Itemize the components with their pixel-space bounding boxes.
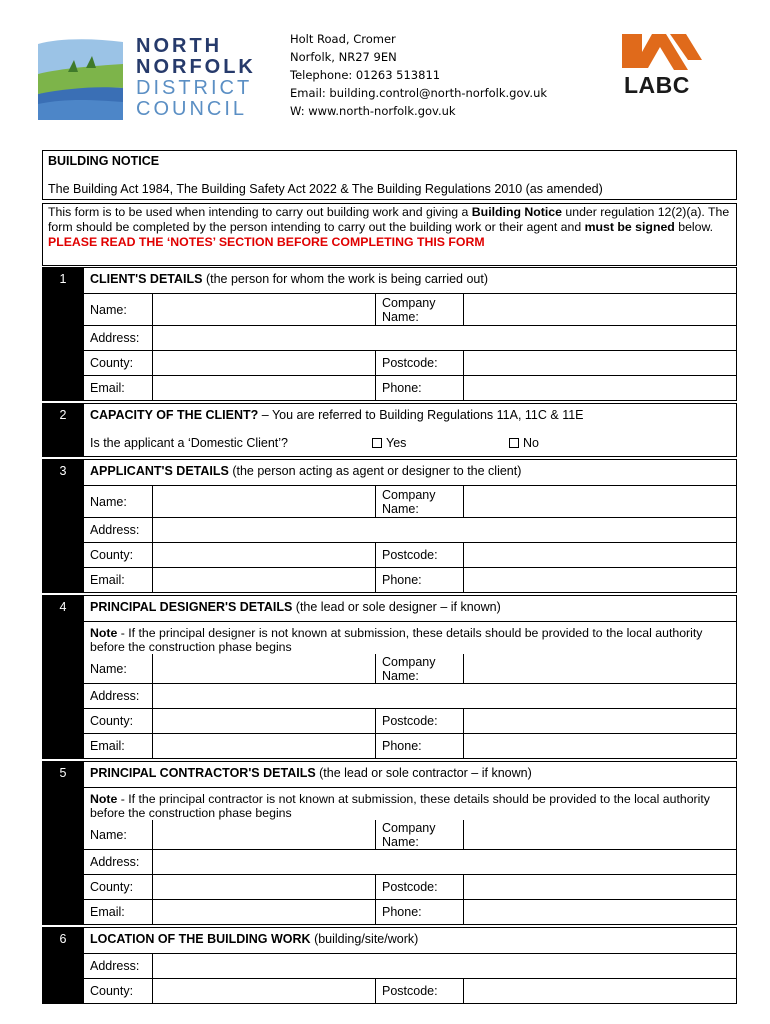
- labc-logo: [618, 30, 718, 100]
- designer-company-field[interactable]: [463, 654, 736, 683]
- postcode-label: Postcode:: [375, 979, 463, 1003]
- section-title: PRINCIPAL CONTRACTOR'S DETAILS: [90, 766, 316, 780]
- section-number: 5: [43, 762, 83, 924]
- no-label: No: [523, 436, 539, 450]
- intro-text-3: below.: [674, 220, 714, 234]
- section-subtitle: (building/site/work): [310, 932, 419, 946]
- section-building-location: [42, 927, 737, 1004]
- section-principal-contractor: [42, 761, 737, 925]
- applicant-phone-field[interactable]: [463, 568, 736, 592]
- email-label: Email:: [90, 905, 125, 919]
- question-text: Is the applicant a ‘Domestic Client’?: [90, 436, 289, 450]
- client-company-field[interactable]: [463, 294, 736, 325]
- county-row: [84, 709, 736, 734]
- contractor-email-field[interactable]: [152, 900, 375, 924]
- section-title: CLIENT'S DETAILS: [90, 272, 203, 286]
- location-postcode-field[interactable]: [463, 979, 736, 1003]
- applicant-name-field[interactable]: [152, 486, 375, 517]
- checkbox-icon[interactable]: [372, 438, 382, 448]
- website[interactable]: W: www.north-norfolk.gov.uk: [290, 104, 456, 118]
- address-label: Address:: [90, 689, 140, 703]
- client-name-field[interactable]: [152, 294, 375, 325]
- form-title-box: [42, 150, 737, 200]
- postcode-label: Postcode:: [375, 875, 463, 899]
- email-address[interactable]: Email: building.control@north-norfolk.gov.uk: [290, 86, 548, 100]
- note-text: - If the principal contractor is not known at submission, these details should be provided to the local authority before the construction phase begins: [90, 792, 710, 820]
- phone-label: Phone:: [375, 376, 463, 400]
- section-applicant-details: [42, 459, 737, 593]
- designer-note: [84, 622, 736, 654]
- address-label: Address:: [90, 523, 140, 537]
- yes-label: Yes: [386, 436, 407, 450]
- section-subtitle: (the person acting as agent or designer to the client): [228, 464, 522, 478]
- address-label: Address:: [90, 331, 140, 345]
- form-intro: [42, 203, 737, 266]
- location-county-field[interactable]: [152, 979, 375, 1003]
- address-row: [84, 518, 736, 543]
- email-row: [84, 734, 736, 758]
- building-notice-form: [42, 150, 737, 1004]
- company-label: Company Name:: [375, 654, 463, 683]
- contractor-name-field[interactable]: [152, 820, 375, 849]
- section-heading: [84, 404, 736, 430]
- applicant-email-field[interactable]: [152, 568, 375, 592]
- note-label: Note: [90, 626, 118, 640]
- client-email-field[interactable]: [152, 376, 375, 400]
- section-heading: [84, 268, 736, 294]
- intro-text-1: This form is to be used when intending to carry out building work and giving a: [48, 205, 472, 219]
- address-label: Address:: [90, 959, 140, 973]
- client-county-field[interactable]: [152, 351, 375, 375]
- form-acts: The Building Act 1984, The Building Safety Act 2022 & The Building Regulations 2010 (as amended): [48, 182, 603, 196]
- intro-bold-2: must be signed: [584, 220, 675, 234]
- intro-text-2: under regulation 12(2)(a). The form should be completed by the person intending to carry out the building work or their agent and: [48, 205, 730, 234]
- council-name-line2: NORFOLK: [136, 56, 256, 78]
- note-text: - If the principal designer is not known at submission, these details should be provided to the local authority before the construction phase begins: [90, 626, 703, 654]
- section-subtitle: (the lead or sole contractor – if known): [315, 766, 532, 780]
- county-label: County:: [90, 880, 134, 894]
- email-label: Email:: [90, 739, 125, 753]
- council-name-line4: COUNCIL: [136, 98, 248, 120]
- section-number: 6: [43, 928, 83, 1003]
- name-label: Name:: [90, 494, 127, 509]
- client-postcode-field[interactable]: [463, 351, 736, 375]
- designer-address-field[interactable]: [152, 684, 736, 708]
- name-row: [84, 654, 736, 684]
- address-row: [84, 954, 736, 979]
- note-label: Note: [90, 792, 118, 806]
- council-emblem-icon: [38, 38, 123, 120]
- section-number: 4: [43, 596, 83, 758]
- phone-label: Phone:: [375, 900, 463, 924]
- contractor-company-field[interactable]: [463, 820, 736, 849]
- section-heading: [84, 928, 736, 954]
- name-row: [84, 486, 736, 518]
- county-label: County:: [90, 984, 134, 998]
- council-name-line1: NORTH: [136, 35, 223, 57]
- section-heading: [84, 460, 736, 486]
- page-header: [0, 0, 770, 150]
- company-label: Company Name:: [375, 820, 463, 849]
- section-subtitle: (the lead or sole designer – if known): [292, 600, 501, 614]
- section-title: PRINCIPAL DESIGNER'S DETAILS: [90, 600, 293, 614]
- name-row: [84, 820, 736, 850]
- county-label: County:: [90, 356, 134, 370]
- email-row: [84, 568, 736, 592]
- section-title: CAPACITY OF THE CLIENT?: [90, 408, 259, 422]
- county-row: [84, 979, 736, 1003]
- council-name-line3: DISTRICT: [136, 77, 253, 99]
- form-title: BUILDING NOTICE: [48, 154, 160, 168]
- email-label: Email:: [90, 381, 125, 395]
- email-label: Email:: [90, 573, 125, 587]
- name-label: Name:: [90, 661, 127, 676]
- council-logo: [38, 30, 268, 125]
- name-label: Name:: [90, 827, 127, 842]
- designer-name-field[interactable]: [152, 654, 375, 683]
- designer-phone-field[interactable]: [463, 734, 736, 758]
- section-heading: [84, 762, 736, 788]
- labc-wordmark: LABC: [624, 72, 690, 98]
- section-subtitle: – You are referred to Building Regulations 11A, 11C & 11E: [258, 408, 584, 422]
- email-row: [84, 900, 736, 924]
- postcode-label: Postcode:: [375, 709, 463, 733]
- designer-county-field[interactable]: [152, 709, 375, 733]
- section-title: LOCATION OF THE BUILDING WORK: [90, 932, 311, 946]
- yes-option[interactable]: [372, 436, 509, 450]
- postcode-label: Postcode:: [375, 543, 463, 567]
- name-row: [84, 294, 736, 326]
- contractor-postcode-field[interactable]: [463, 875, 736, 899]
- section-number: 3: [43, 460, 83, 592]
- applicant-address-field[interactable]: [152, 518, 736, 542]
- contractor-phone-field[interactable]: [463, 900, 736, 924]
- phone-label: Phone:: [375, 568, 463, 592]
- notes-warning: PLEASE READ THE ‘NOTES’ SECTION BEFORE COMPLETING THIS FORM: [48, 235, 485, 249]
- company-label: Company Name:: [375, 294, 463, 325]
- client-phone-field[interactable]: [463, 376, 736, 400]
- location-address-field[interactable]: [152, 954, 736, 978]
- contact-details: [290, 30, 547, 120]
- county-row: [84, 543, 736, 568]
- address-line1: Holt Road, Cromer: [290, 32, 396, 46]
- contractor-note: [84, 788, 736, 820]
- designer-postcode-field[interactable]: [463, 709, 736, 733]
- address-label: Address:: [90, 855, 140, 869]
- address-row: [84, 850, 736, 875]
- section-client-details: [42, 267, 737, 401]
- applicant-company-field[interactable]: [463, 486, 736, 517]
- email-row: [84, 376, 736, 400]
- phone-label: Phone:: [375, 734, 463, 758]
- telephone: Telephone: 01263 513811: [290, 68, 441, 82]
- company-label: Company Name:: [375, 486, 463, 517]
- postcode-label: Postcode:: [375, 351, 463, 375]
- address-row: [84, 326, 736, 351]
- section-heading: [84, 596, 736, 622]
- contractor-county-field[interactable]: [152, 875, 375, 899]
- address-row: [84, 684, 736, 709]
- checkbox-icon[interactable]: [509, 438, 519, 448]
- client-address-field[interactable]: [152, 326, 736, 350]
- labc-emblem-icon: [618, 30, 718, 72]
- county-row: [84, 351, 736, 376]
- section-subtitle: (the person for whom the work is being carried out): [202, 272, 489, 286]
- contractor-address-field[interactable]: [152, 850, 736, 874]
- applicant-county-field[interactable]: [152, 543, 375, 567]
- intro-bold-1: Building Notice: [471, 205, 562, 219]
- designer-email-field[interactable]: [152, 734, 375, 758]
- county-label: County:: [90, 548, 134, 562]
- applicant-postcode-field[interactable]: [463, 543, 736, 567]
- name-label: Name:: [90, 302, 127, 317]
- section-capacity: [42, 403, 737, 457]
- section-number: 2: [43, 404, 83, 456]
- section-principal-designer: [42, 595, 737, 759]
- domestic-client-question: [84, 430, 736, 456]
- address-line2: Norfolk, NR27 9EN: [290, 50, 397, 64]
- county-row: [84, 875, 736, 900]
- section-title: APPLICANT'S DETAILS: [90, 464, 229, 478]
- county-label: County:: [90, 714, 134, 728]
- no-option[interactable]: [509, 436, 539, 450]
- section-number: 1: [43, 268, 83, 400]
